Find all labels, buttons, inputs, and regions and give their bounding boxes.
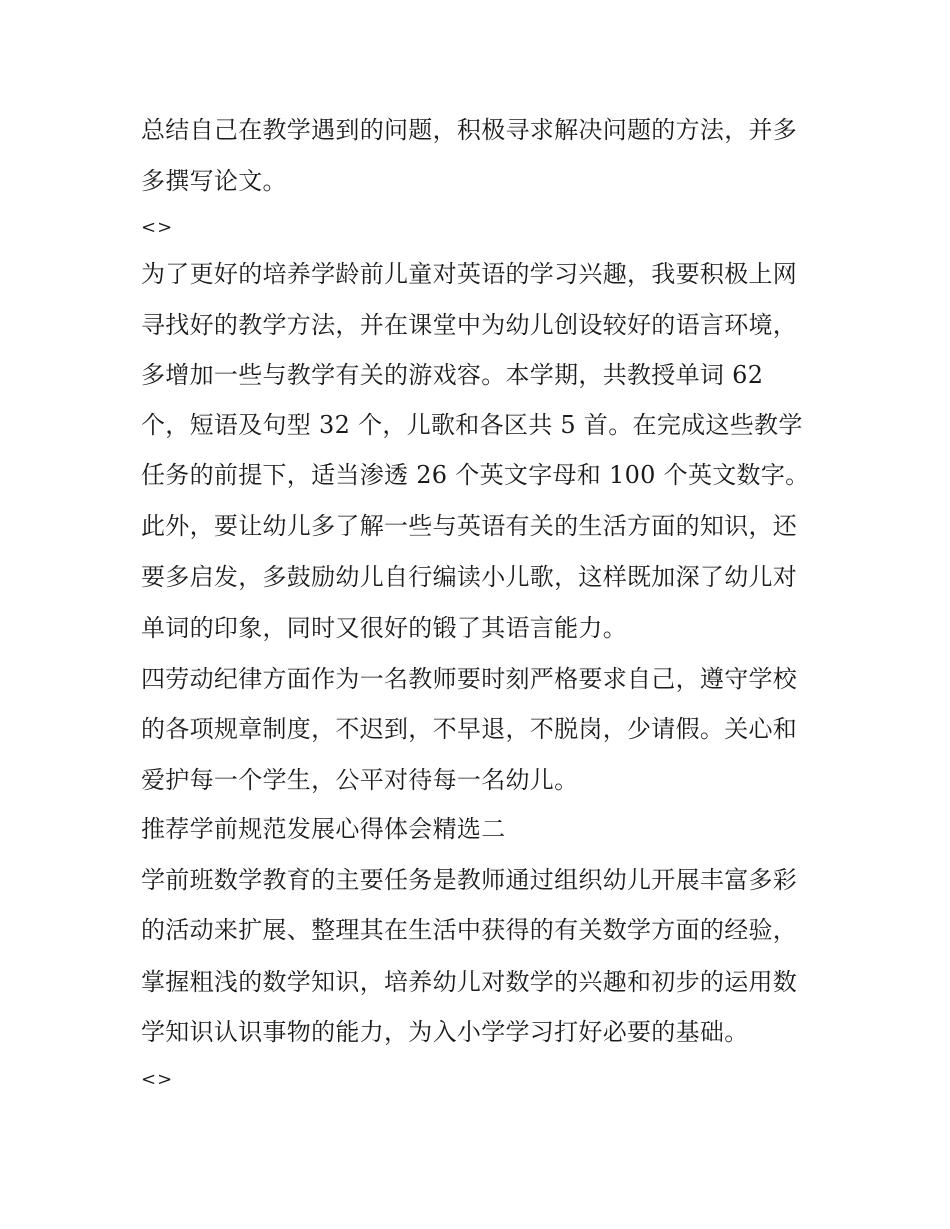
- text-line: 要多启发，多鼓励幼儿自行编读小儿歌，这样既加深了幼儿对: [141, 563, 798, 591]
- section-marker: <>: [141, 217, 174, 238]
- text-line: 多撰写论文。: [141, 167, 287, 195]
- text-line: 的各项规章制度，不迟到，不早退，不脱岗，少请假。关心和: [141, 715, 798, 743]
- text-line: 单词的印象，同时又很好的锻了其语言能力。: [141, 614, 627, 642]
- text-line: 个，短语及句型 32 个，儿歌和各区共 5 首。在完成这些教学: [141, 411, 803, 439]
- section-heading: 推荐学前规范发展心得体会精选二: [141, 815, 506, 843]
- text-line: 总结自己在教学遇到的问题，积极寻求解决问题的方法，并多: [141, 116, 798, 144]
- text-line: 此外，要让幼儿多了解一些与英语有关的生活方面的知识，还: [141, 512, 798, 540]
- text-line: 多增加一些与教学有关的游戏容。本学期，共教授单词 62: [141, 361, 764, 389]
- section-marker: <>: [141, 1069, 174, 1090]
- text-line: 学知识认识事物的能力，为入小学学习打好必要的基础。: [141, 1018, 749, 1046]
- text-line: 四劳动纪律方面作为一名教师要时刻严格要求自己，遵守学校: [141, 665, 798, 693]
- text-line: 学前班数学教育的主要任务是教师通过组织幼儿开展丰富多彩: [141, 866, 798, 894]
- text-line: 的活动来扩展、整理其在生活中获得的有关数学方面的经验，: [141, 916, 798, 944]
- text-line: 寻找好的教学方法，并在课堂中为幼儿创设较好的语言环境，: [141, 311, 798, 339]
- text-line: 掌握粗浅的数学知识，培养幼儿对数学的兴趣和初步的运用数: [141, 968, 798, 996]
- text-line: 任务的前提下，适当渗透 26 个英文字母和 100 个英文数字。: [141, 461, 810, 489]
- text-line: 爱护每一个学生，公平对待每一名幼儿。: [141, 766, 579, 794]
- text-line: 为了更好的培养学龄前儿童对英语的学习兴趣，我要积极上网: [141, 260, 798, 288]
